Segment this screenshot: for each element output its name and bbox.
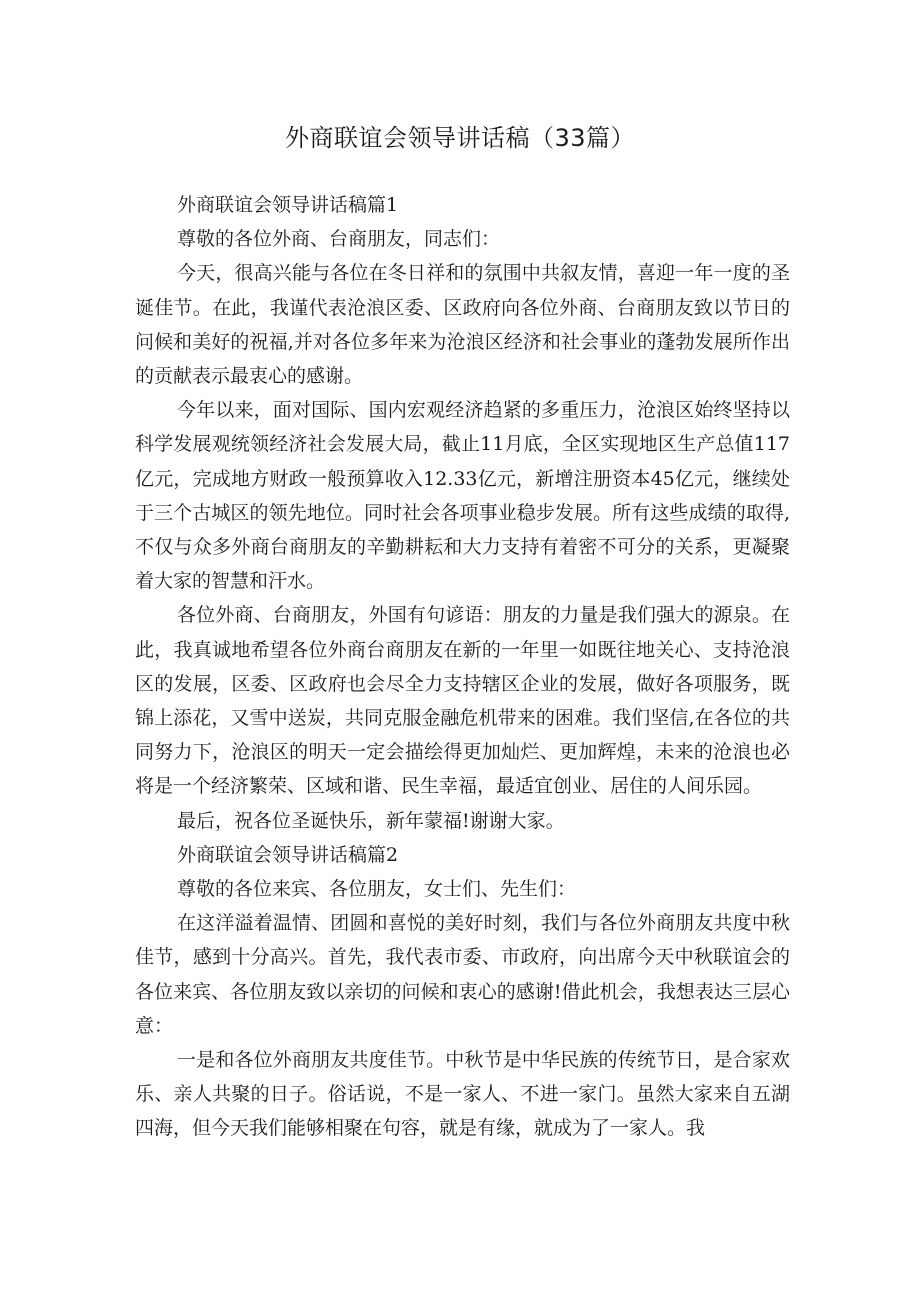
- section-heading: 外商联谊会领导讲话稿篇1: [177, 194, 399, 216]
- salutation: 尊敬的各位来宾、各位朋友，女士们、先生们：: [177, 878, 577, 901]
- paragraph: 今天，很高兴能与各位在冬日祥和的氛围中共叙友情，喜迎一年一度的圣诞佳节。在此，我谨代表沧浪区委、区政府向各位外商、台商朋友致以节日的问候和美好的祝福,并对各位多年来为沧浪区经济和社会事业的蓬勃发展所作出的贡献表示最衷心的感谢。: [135, 262, 790, 388]
- document-body: [135, 188, 790, 1146]
- paragraph: 今年以来，面对国际、国内宏观经济趋紧的多重压力，沧浪区始终坚持以科学发展观统领经济社会发展大局，截止11月底，全区实现地区生产总值117亿元，完成地方财政一般预算收入12.33亿元，新增注册资本45亿元，继续处于三个古城区的领先地位。同时社会各项事业稳步发展。所有这些成绩的取得,不仅与众多外商台商朋友的辛勤耕耘和大力支持有着密不可分的关系，更凝聚着大家的智慧和汗水。: [135, 399, 790, 593]
- closing-line: 最后，祝各位圣诞快乐，新年蒙福!谢谢大家。: [177, 809, 565, 832]
- document-title: 外商联谊会领导讲话稿（33篇）: [284, 124, 636, 152]
- paragraph: 各位外商、台商朋友，外国有句谚语：朋友的力量是我们强大的源泉。在此，我真诚地希望各位外商台商朋友在新的一年里一如既往地关心、支持沧浪区的发展，区委、区政府也会尽全力支持辖区企业的发展，做好各项服务，既锦上添花，又雪中送炭，共同克服金融危机带来的困难。我们坚信,在各位的共同努力下，沧浪区的明天一定会描绘得更加灿烂、更加辉煌，未来的沧浪也必将是一个经济繁荣、区域和谐、民生幸福，最适宜创业、居住的人间乐园。: [135, 604, 790, 798]
- section-heading: 外商联谊会领导讲话稿篇2: [177, 843, 399, 866]
- paragraph: 在这洋溢着温情、团圆和喜悦的美好时刻，我们与各位外商朋友共度中秋佳节，感到十分高兴。首先，我代表市委、市政府，向出席今天中秋联谊会的各位来宾、各位朋友致以亲切的问候和衷心的感谢!借此机会，我想表达三层心意：: [135, 912, 790, 1037]
- paragraph: 一是和各位外商朋友共度佳节。中秋节是中华民族的传统节日，是合家欢乐、亲人共聚的日子。俗话说，不是一家人、不进一家门。虽然大家来自五湖四海，但今天我们能够相聚在句容，就是有缘，就成为了一家人。我: [135, 1049, 790, 1140]
- salutation: 尊敬的各位外商、台商朋友，同志们：: [177, 228, 501, 251]
